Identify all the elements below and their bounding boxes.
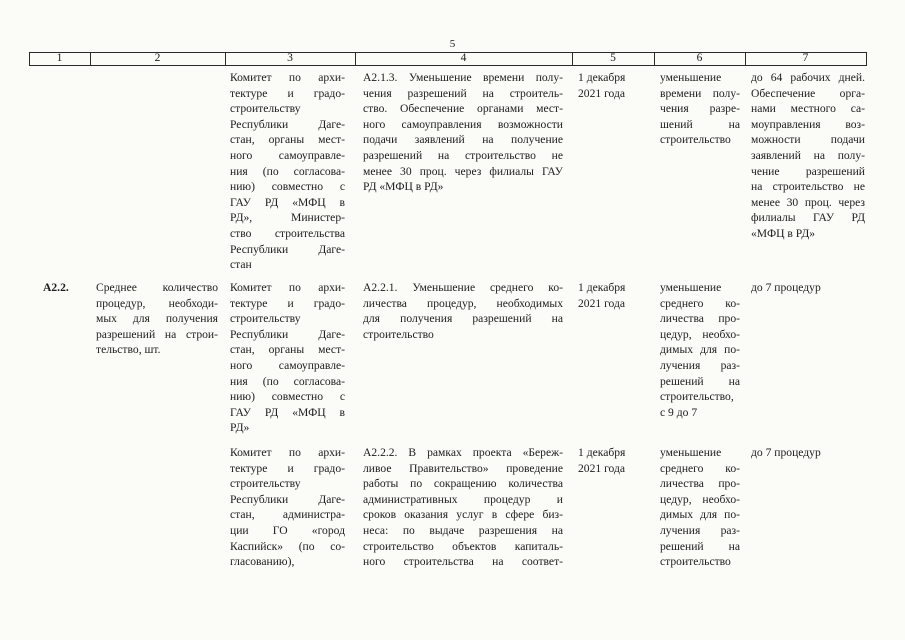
measure-cell: А2.1.3. Уменьшение времени полу- чения разрешений на строитель- ство. Обеспечение органами мест- ного самоуправления возможности подачи заявлений на получение разрешений на строительство не менее 30 проц. через филиалы ГАУ РД «МФЦ в РД» bbox=[363, 71, 563, 194]
executor-cell: Комитет по архи- тектуре и градо- строительству Республики Даге- стан, органы мест- ного самоуправле- ния (по согласова- нию) совместно с ГАУ РД «МФЦ в РД» bbox=[230, 281, 345, 435]
target-cell: до 64 рабочих дней. Обеспечение орга- нами местного са- моуправления воз- можности подачи заявлений на полу- чение разрешений на строительство не менее 30 проц. через филиалы ГАУ РД «МФЦ в РД» bbox=[751, 71, 865, 240]
measure-cell: А2.2.1. Уменьшение среднего ко- личества процедур, необходимых для получения разрешений на строительство bbox=[363, 281, 563, 341]
col-divider bbox=[866, 52, 867, 65]
executor-cell: Комитет по архи- тектуре и градо- строительству Республики Даге- стан, администра- ции ГО «город Каспийск» (по со- гласованию), bbox=[230, 446, 345, 569]
deadline-cell: 1 декабря 2021 года bbox=[578, 281, 626, 310]
header-col-3: 3 bbox=[287, 52, 293, 64]
result-cell: уменьшение среднего ко- личества про- цедур, необхо- димых для по- лучения раз- решений на строительство bbox=[660, 446, 740, 569]
target-cell: до 7 процедур bbox=[751, 446, 821, 459]
result-cell: уменьшение среднего ко- личества про- цедур, необхо- димых для по- лучения раз- решений на строительство, с 9 до 7 bbox=[660, 281, 740, 419]
measure-cell: А2.2.2. В рамках проекта «Береж- ливое Правительство» проведение работы по сокращению количества административных процедур и сроков оказания услуг в сфере биз- неса: по выдаче разрешения на строительство объектов капиталь- ного строительства на соответ- bbox=[363, 446, 563, 569]
row-code: А2.2. bbox=[43, 281, 69, 294]
executor-cell: Комитет по архи- тектуре и градо- строительству Республики Даге- стан, органы мест- ного самоуправле- ния (по согласова- нию) совместно с ГАУ РД «МФЦ в РД», Министер- ство строительства Республики Даге- стан bbox=[230, 71, 345, 272]
header-col-6: 6 bbox=[696, 52, 703, 64]
header-col-7: 7 bbox=[802, 52, 809, 64]
header-bottom-rule bbox=[29, 65, 867, 66]
page-number: 5 bbox=[449, 38, 456, 50]
indicator-cell: Среднее количество процедур, необходи- мых для получения разрешений на строи- тельство, шт. bbox=[96, 281, 218, 357]
header-col-1: 1 bbox=[56, 52, 63, 64]
header-col-4: 4 bbox=[460, 52, 467, 64]
target-cell: до 7 процедур bbox=[751, 281, 821, 294]
deadline-cell: 1 декабря 2021 года bbox=[578, 71, 626, 100]
header-col-5: 5 bbox=[610, 52, 616, 64]
deadline-cell: 1 декабря 2021 года bbox=[578, 446, 626, 475]
result-cell: уменьшение времени полу- чения разре- шений на строительство bbox=[660, 71, 740, 147]
header-col-2: 2 bbox=[154, 52, 161, 64]
